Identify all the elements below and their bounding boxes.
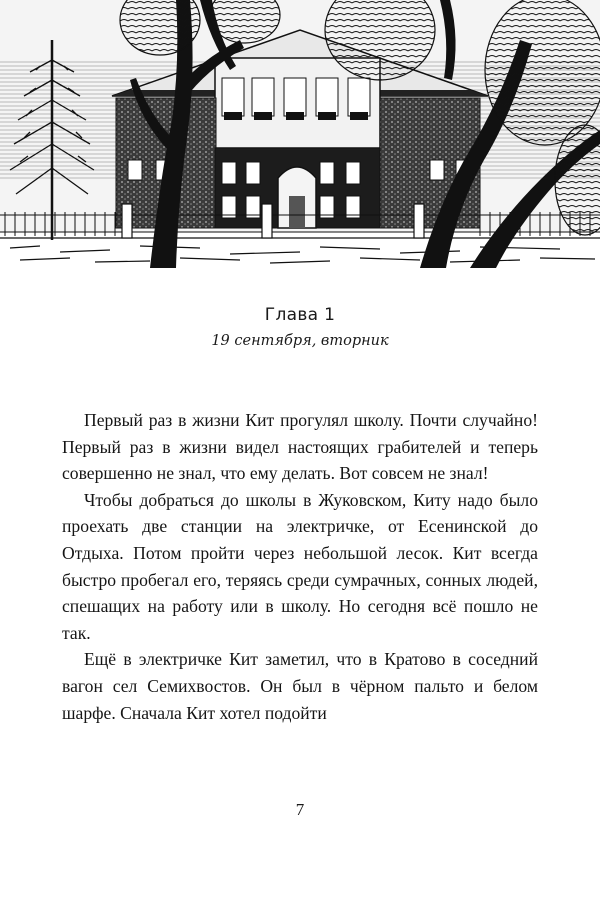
paragraph-2: Чтобы добраться до школы в Жуковском, Киту надо было проехать две станции на электричке, от Есенинской до Отдыха. Потом пройти через небольшой лесок. Кит всегда быстро пробегал его, теряясь среди сумрачных, сонных людей, спешащих на работу или в школу. Но сегодня всё пошло не так. <box>62 489 538 643</box>
paragraph-1: Первый раз в жизни Кит прогулял школу. Почти случайно! Первый раз в жизни видел настоящих грабителей и теперь совершенно не знал, что ему делать. Вот совсем не знал! <box>62 410 538 484</box>
chapter-title: Глава 1 <box>264 305 336 325</box>
chapter-body <box>62 407 538 726</box>
page-number: 7 <box>295 800 305 819</box>
paragraph-3: Ещё в электричке Кит заметил, что в Кратово в соседний вагон сел Семихвостов. Он был в чёрном пальто и белом шарфе. Сначала Кит хотел подойти <box>62 649 538 723</box>
chapter-date: 19 сентября, вторник <box>211 333 389 349</box>
chapter-illustration <box>0 0 600 268</box>
